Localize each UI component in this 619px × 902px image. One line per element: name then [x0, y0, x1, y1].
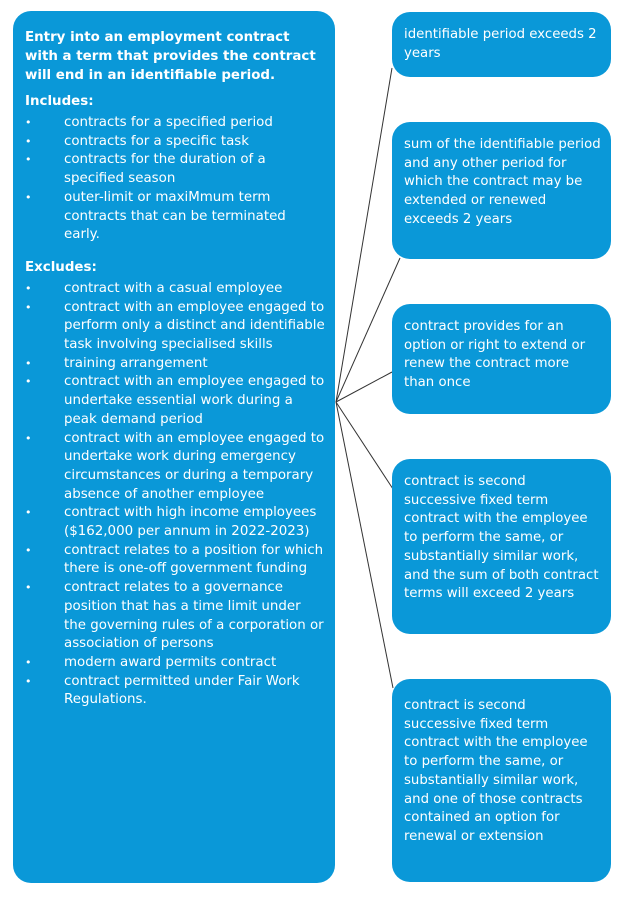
bullet-icon: •	[25, 281, 32, 295]
bullet-icon: •	[25, 116, 32, 129]
bullet-icon: •	[25, 581, 32, 595]
main-heading: Entry into an employment contract with a term that provides the contract will end in an identifiable period.	[25, 30, 316, 83]
connector-to-box-3	[336, 372, 392, 402]
excludes-item: • contract with high income employees ($162,000 per annum in 2022-2023)	[25, 505, 317, 540]
excludes-item: • contract relates to a governance position that has a time limit under the governing rules of a corporation or association of persons	[25, 580, 324, 652]
connector-to-box-1	[336, 68, 392, 402]
bullet-icon: •	[25, 153, 32, 167]
excludes-item: • contract with an employee engaged to perform only a distinct and identifiable task involving specialised skills	[25, 299, 325, 353]
includes-list	[25, 114, 325, 245]
excludes-item: • training arrangement	[25, 355, 325, 374]
bullet-icon: •	[25, 190, 32, 204]
bullet-icon: •	[25, 543, 32, 557]
bullet-icon: •	[25, 655, 32, 669]
includes-item: • contracts for the duration of a specified season	[25, 152, 266, 187]
bullet-icon: •	[25, 506, 32, 520]
excludes-item: • contract with an employee engaged to undertake essential work during a peak demand period	[25, 374, 325, 427]
connector-to-box-2	[336, 258, 400, 402]
condition-box-5: contract is second successive fixed term contract with the employee to perform the same, or substantially similar work, and one of those contracts contained an option for renewal or extension	[392, 679, 611, 882]
bullet-icon: •	[25, 134, 32, 148]
main-definition-box	[13, 11, 335, 883]
excludes-list	[25, 280, 325, 710]
bullet-icon: •	[25, 356, 32, 370]
includes-item: • contracts for a specific task	[25, 133, 325, 152]
condition-box-1: identifiable period exceeds 2 years	[392, 12, 611, 77]
bullet-icon: •	[25, 375, 32, 389]
includes-item: • outer-limit or maxiMmum term contracts that can be terminated early.	[25, 189, 286, 243]
excludes-item: • modern award permits contract	[25, 654, 325, 673]
excludes-item: • contract relates to a position for which there is one-off government funding	[25, 542, 324, 577]
excludes-title: Excludes:	[25, 259, 97, 275]
bullet-icon: •	[25, 674, 32, 688]
includes-item: • contracts for a specified period	[25, 114, 325, 133]
excludes-item: • contract with an employee engaged to undertake work during emergency circumstances or during a temporary absence of another employee	[25, 430, 325, 502]
includes-title: Includes:	[25, 94, 94, 109]
condition-box-4: contract is second successive fixed term contract with the employee to perform the same, or substantially similar work, and the sum of both contract terms will exceed 2 years	[392, 459, 611, 634]
excludes-item: • contract with a casual employee	[25, 280, 325, 299]
excludes-item: • contract permitted under Fair Work Regulations.	[25, 673, 300, 708]
bullet-icon: •	[25, 300, 32, 314]
condition-box-3: contract provides for an option or right to extend or renew the contract more than once	[392, 304, 611, 414]
condition-box-2: sum of the identifiable period and any other period for which the contract may be extended or renewed exceeds 2 years	[392, 122, 611, 259]
bullet-icon: •	[25, 431, 32, 445]
